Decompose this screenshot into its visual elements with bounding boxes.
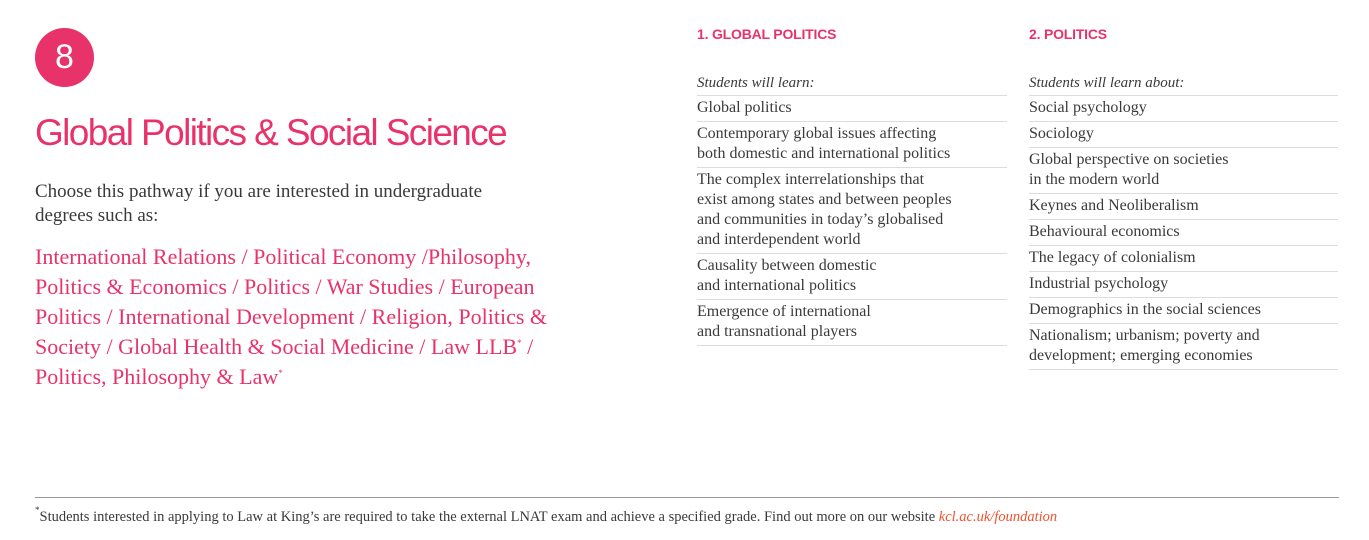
topic-item: The legacy of colonialism — [1029, 246, 1338, 272]
column-heading: 2. POLITICS — [1029, 26, 1107, 42]
column-heading: 1. GLOBAL POLITICS — [697, 26, 837, 42]
topic-list — [697, 96, 1007, 346]
topic-item: Demographics in the social sciences — [1029, 298, 1338, 324]
topic-item: Contemporary global issues affecting both domestic and international politics — [697, 122, 1007, 168]
topic-item: Sociology — [1029, 122, 1338, 148]
column-subheading: Students will learn about: — [1029, 73, 1338, 96]
footnote-text: Students interested in applying to Law at King’s are required to take the external LNAT exam and achieve a specified grade. Find out more on our website — [39, 509, 939, 525]
degree-list — [35, 242, 580, 392]
degree-list-text: International Relations / Political Economy /Philosophy, Politics & Economics / Politics / War Studies / European Politics / International Development / Religion, Politics & Society / Global Health & Social Medicine / Law LLB — [35, 244, 548, 359]
website-link[interactable]: kcl.ac.uk/foundation — [938, 509, 1058, 525]
topic-item: Behavioural economics — [1029, 220, 1338, 246]
pathway-title: Global Politics & Social Science — [35, 112, 507, 153]
column-subheading: Students will learn: — [697, 73, 1007, 96]
pathway-intro: Choose this pathway if you are interested in undergraduate degrees such as: — [35, 181, 483, 226]
footnote-divider — [35, 497, 1339, 498]
topic-item: Global perspective on societies in the modern world — [1029, 148, 1338, 194]
topic-item: Social psychology — [1029, 96, 1338, 122]
topic-item: The complex interrelationships that exist among states and between peoples and communities in today’s globalised and interdependent world — [697, 168, 1007, 254]
topic-item: Industrial psychology — [1029, 272, 1338, 298]
topic-list — [1029, 96, 1338, 370]
module-column-politics — [1029, 26, 1338, 370]
topic-item: Emergence of international and transnational players — [697, 300, 1007, 346]
asterisk-marker: * — [278, 368, 283, 378]
asterisk-marker: * — [517, 338, 522, 348]
footnote-marker: * — [35, 505, 40, 515]
degree-list-text-end: / Politics, Philosophy & Law — [35, 334, 534, 389]
topic-item: Keynes and Neoliberalism — [1029, 194, 1338, 220]
topic-item: Global politics — [697, 96, 1007, 122]
footnote — [35, 505, 1058, 526]
topic-item: Causality between domestic and international politics — [697, 254, 1007, 300]
topic-item: Nationalism; urbanism; poverty and development; emerging economies — [1029, 324, 1338, 370]
module-column-global-politics — [697, 26, 1007, 346]
pathway-number-badge: 8 — [35, 28, 94, 87]
